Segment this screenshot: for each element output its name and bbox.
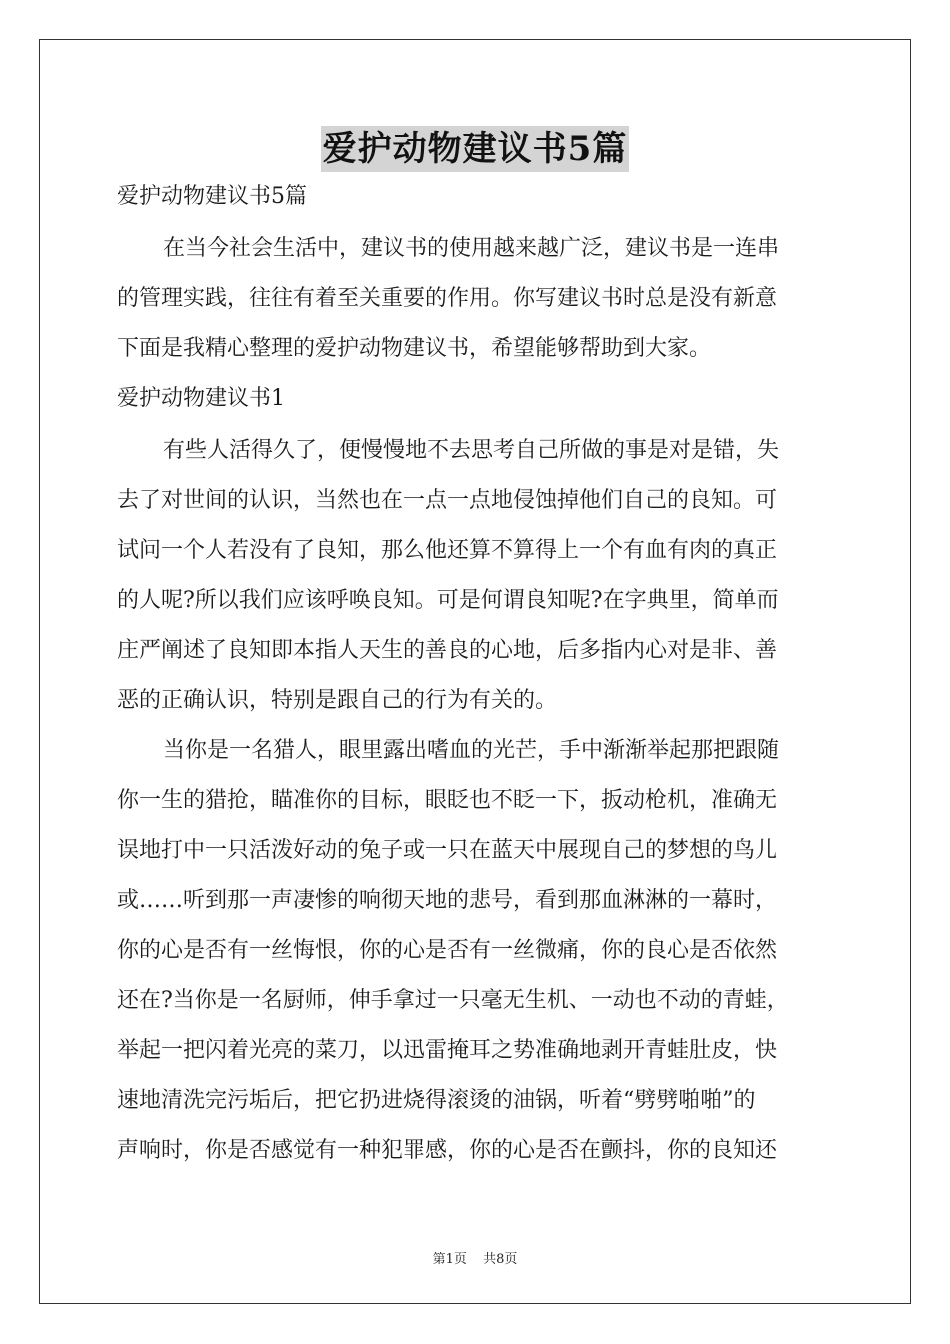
intro-paragraph [117,232,837,366]
document-subtitle: 爱护动物建议书5篇 [117,184,307,209]
text-line: 或……听到那一声凄惨的响彻天地的悲号，看到那血淋淋的一幕时， [117,888,778,913]
title-container [0,126,950,172]
section-heading: 爱护动物建议书1 [117,386,285,411]
text-line: 有些人活得久了，便慢慢地不去思考自己所做的事是对是错，失 [163,438,780,463]
text-line: 速地清洗完污垢后，把它扔进烧得滚烫的油锅，听着“劈劈啪啪”的 [117,1088,756,1113]
text-line: 下面是我精心整理的爱护动物建议书，希望能够帮助到大家。 [117,336,712,361]
text-line: 在当今社会生活中，建议书的使用越来越广泛，建议书是一连串 [163,236,780,261]
body-paragraph-1 [117,434,837,718]
text-line: 你一生的猎抢，瞄准你的目标，眼眨也不眨一下，扳动枪机，准确无 [117,788,778,813]
text-line: 还在?当你是一名厨师，伸手拿过一只毫无生机、一动也不动的青蛙， [117,988,789,1013]
text-line: 试问一个人若没有了良知，那么他还算不算得上一个有血有肉的真正 [117,538,778,563]
text-line: 你的心是否有一丝悔恨，你的心是否有一丝微痛，你的良心是否依然 [117,938,778,963]
page-footer [0,1248,950,1267]
text-line: 恶的正确认识，特别是跟自己的行为有关的。 [117,688,558,713]
text-line: 的人呢?所以我们应该呼唤良知。可是何谓良知呢?在字典里，简单而 [117,588,779,613]
text-line: 声响时，你是否感觉有一种犯罪感，你的心是否在颤抖，你的良知还 [117,1138,778,1163]
text-line: 的管理实践，往往有着至关重要的作用。你写建议书时总是没有新意 [117,286,778,311]
text-line: 举起一把闪着光亮的菜刀，以迅雷掩耳之势准确地剥开青蛙肚皮，快 [117,1038,778,1063]
body-paragraph-2 [117,734,837,1168]
page-total: 共8页 [483,1252,518,1267]
text-line: 误地打中一只活泼好动的兔子或一只在蓝天中展现自己的梦想的鸟儿 [117,838,778,863]
document-title: 爱护动物建议书5篇 [321,126,630,172]
text-line: 庄严阐述了良知即本指人天生的善良的心地，后多指内心对是非、善 [117,638,778,663]
text-line: 去了对世间的认识，当然也在一点一点地侵蚀掉他们自己的良知。可 [117,488,778,513]
text-line: 当你是一名猎人，眼里露出嗜血的光芒，手中渐渐举起那把跟随 [163,738,780,763]
document-body [117,180,837,1184]
page-number: 第1页 [432,1252,467,1267]
